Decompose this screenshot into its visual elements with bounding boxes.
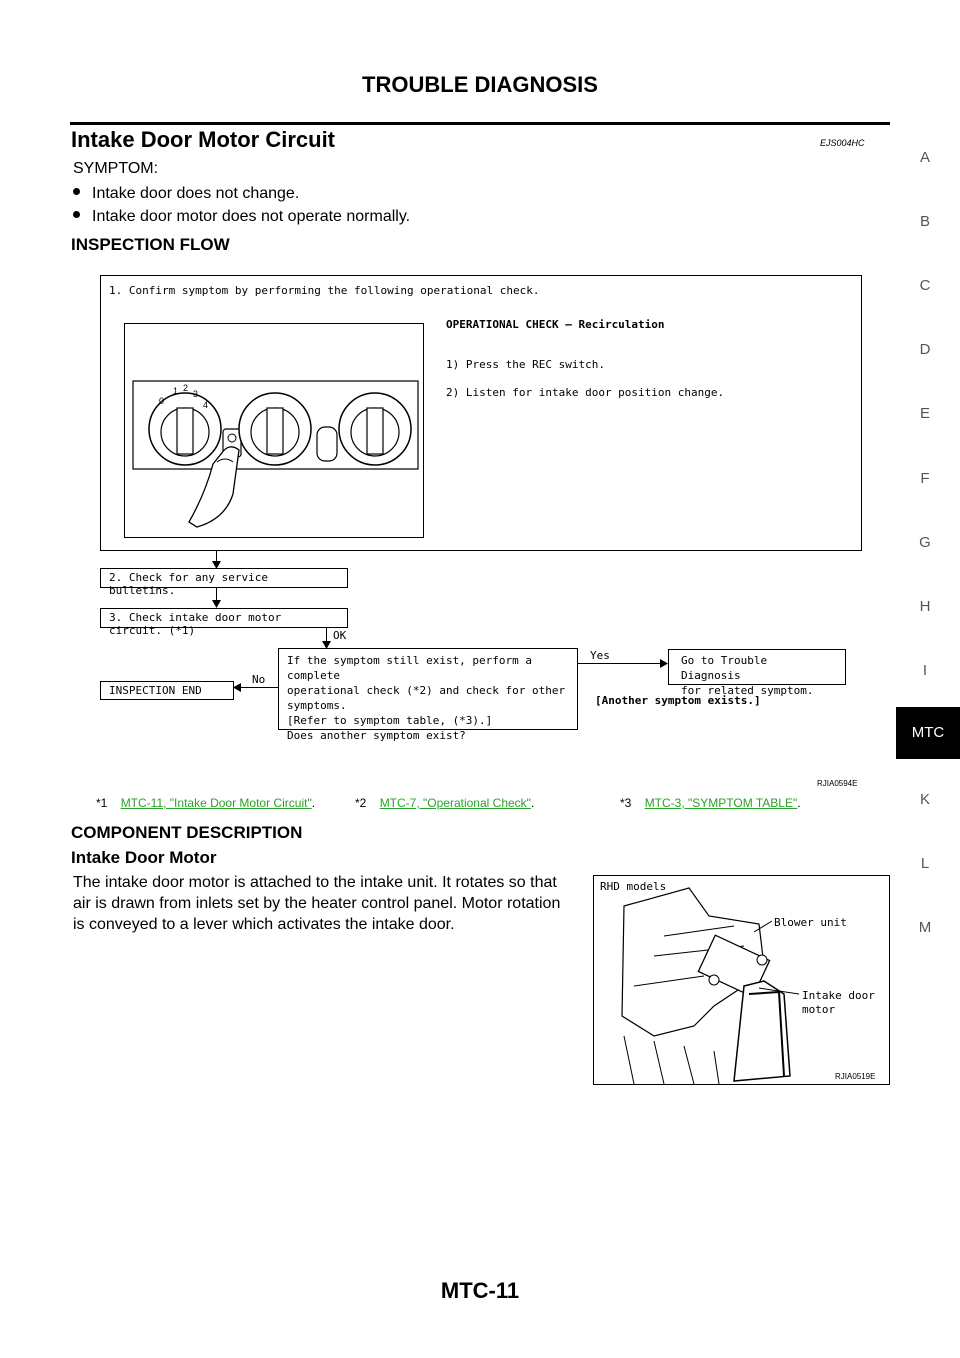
symptom-item: Intake door does not change. <box>73 185 299 203</box>
reference-mark: *1 <box>96 796 108 810</box>
symptom-label: SYMPTOM: <box>73 160 159 177</box>
flow-ok-label: OK <box>333 629 347 642</box>
side-index-k[interactable]: K <box>919 791 930 808</box>
figure-motor-line: motor <box>802 1003 836 1016</box>
flow-question-line: operational check (*2) and check for other <box>287 684 566 697</box>
flow-no-label: No <box>252 673 266 686</box>
flow-step2-text: 2. Check for any service bulletins. <box>109 571 268 597</box>
component-heading: COMPONENT DESCRIPTION <box>71 823 303 842</box>
fan-scale-0: 0 <box>159 396 165 406</box>
flow-step1-text: 1. Confirm symptom by performing the following operational check. <box>109 284 540 297</box>
intake-door-motor-figure <box>593 875 890 1085</box>
op-check-step1: 1) Press the REC switch. <box>446 358 605 371</box>
section-code: EJS004HC <box>820 138 865 148</box>
reference-link-1[interactable]: MTC-11, "Intake Door Motor Circuit" <box>120 796 312 810</box>
flow-arrowhead <box>233 683 241 692</box>
flow-step3-text: 3. Check intake door motor circuit. (*1) <box>109 611 282 637</box>
figure-models-label: RHD models <box>600 880 667 893</box>
flow-connector <box>578 663 666 664</box>
figure-motor-line: Intake door <box>802 989 875 1002</box>
flow-goto-line: Go to Trouble Diagnosis <box>681 654 768 682</box>
flow-question-line: [Refer to symptom table, (*3).] <box>287 714 493 727</box>
flow-end-text: INSPECTION END <box>109 684 202 697</box>
page-header-title: TROUBLE DIAGNOSIS <box>362 72 598 97</box>
component-text-line: air is drawn from inlets set by the heater control panel. Motor rotation <box>73 895 561 912</box>
fan-scale-2: 2 <box>183 383 189 393</box>
component-text-line: The intake door motor is attached to the intake unit. It rotates so that <box>73 874 557 891</box>
header-rule <box>70 122 890 125</box>
side-index-e[interactable]: E <box>919 405 930 422</box>
side-index-mtc-tab[interactable]: MTC <box>896 707 960 759</box>
flow-end-box <box>100 681 234 700</box>
fan-scale-3: 3 <box>193 389 199 399</box>
symptom-item: Intake door motor does not operate normally. <box>73 208 410 226</box>
flow-step1-box <box>100 275 862 551</box>
component-text-line: is conveyed to a lever which activates the intake door. <box>73 916 455 933</box>
page-number: MTC-11 <box>440 1278 520 1303</box>
control-panel-drawing <box>125 324 423 537</box>
side-index-a[interactable]: A <box>919 149 930 166</box>
inspection-flow-heading: INSPECTION FLOW <box>71 235 230 254</box>
side-index-h[interactable]: H <box>919 598 931 615</box>
reference-mark: *2 <box>355 796 367 810</box>
flow-question-line: symptoms. <box>287 699 347 712</box>
side-index-b[interactable]: B <box>919 213 930 230</box>
fan-scale-1: 1 <box>173 386 179 396</box>
op-check-step2: 2) Listen for intake door position change. <box>446 386 725 399</box>
component-description <box>73 872 583 935</box>
figure-motor-label <box>802 989 875 1017</box>
op-check-title: OPERATIONAL CHECK – Recirculation <box>446 318 665 331</box>
section-title: Intake Door Motor Circuit <box>71 127 336 152</box>
component-figure-id: RJIA0519E <box>835 1072 876 1081</box>
fan-scale-4: 4 <box>203 400 209 410</box>
side-index-d[interactable]: D <box>919 341 931 358</box>
reference-link-3[interactable]: MTC-3, "SYMPTOM TABLE" <box>644 796 798 810</box>
reference-3: *3 MTC-3, "SYMPTOM TABLE". <box>620 796 801 810</box>
side-index-m[interactable]: M <box>918 919 932 936</box>
flow-question-line: Does another symptom exist? <box>287 729 466 742</box>
figure-blower-label: Blower unit <box>774 916 847 929</box>
flow-figure-id: RJIA0594E <box>817 779 858 788</box>
flow-arrowhead <box>660 659 668 668</box>
control-panel-illustration <box>124 323 424 538</box>
reference-1: *1 MTC-11, "Intake Door Motor Circuit". <box>96 796 316 810</box>
side-index-g[interactable]: G <box>919 534 931 551</box>
reference-mark: *3 <box>620 796 632 810</box>
flow-question-box <box>278 648 578 742</box>
component-subheading: Intake Door Motor <box>71 848 217 867</box>
side-index-c[interactable]: C <box>919 277 931 294</box>
flow-question-line: If the symptom still exist, perform a complete <box>287 654 533 682</box>
flow-another-symptom: [Another symptom exists.] <box>595 694 761 707</box>
flow-step2-box <box>100 568 348 597</box>
flow-goto-line: for related symptom. <box>681 684 814 697</box>
side-index-f[interactable]: F <box>920 470 930 487</box>
reference-link-2[interactable]: MTC-7, "Operational Check" <box>379 796 531 810</box>
flow-yes-label: Yes <box>590 649 610 662</box>
reference-2: *2 MTC-7, "Operational Check". <box>355 796 535 810</box>
intake-unit-drawing <box>594 876 889 1084</box>
side-index-l[interactable]: L <box>920 855 930 872</box>
side-index-i[interactable]: I <box>922 662 928 679</box>
flow-goto-box <box>668 649 846 697</box>
flow-arrowhead <box>212 600 221 608</box>
